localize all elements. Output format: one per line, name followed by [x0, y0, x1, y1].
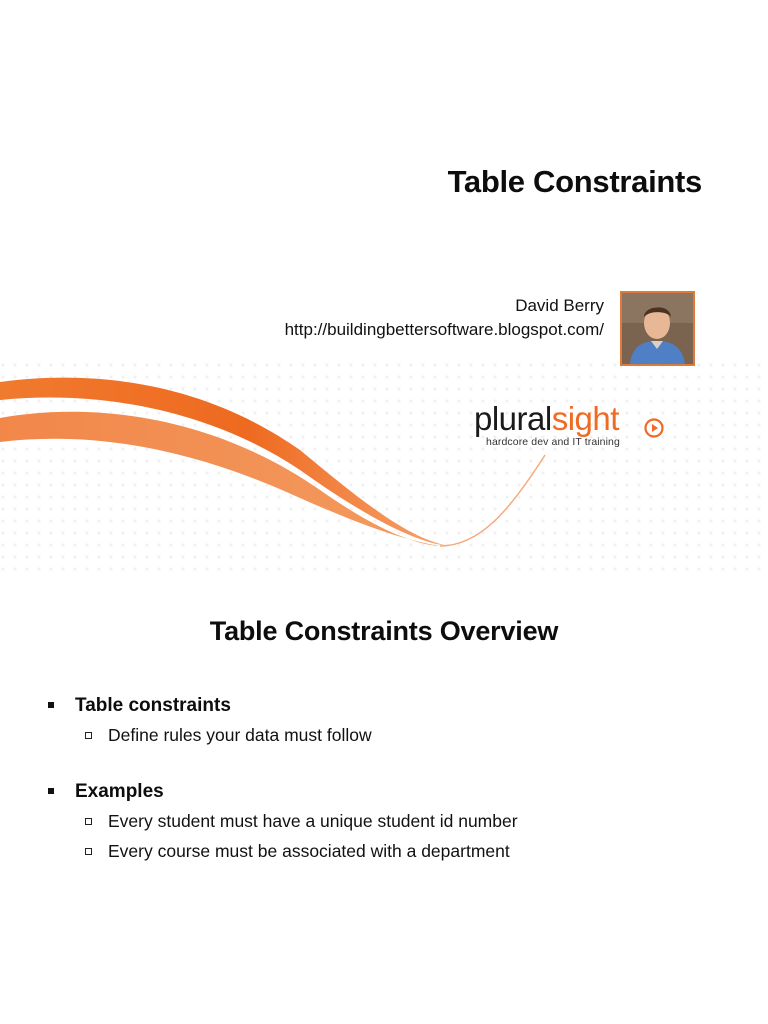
pluralsight-logo [474, 400, 620, 448]
square-bullet-icon [48, 702, 54, 708]
sub-bullet-text: Define rules your data must follow [108, 725, 372, 745]
orange-swoosh-decoration [0, 360, 768, 560]
sub-bullet [46, 806, 726, 836]
author-info [285, 294, 604, 342]
bullet-heading [46, 778, 726, 806]
sub-bullet [46, 720, 726, 750]
overview-title: Table Constraints Overview [209, 616, 559, 646]
play-icon [644, 418, 664, 438]
author-url: http://buildingbettersoftware.blogspot.com/ [284, 320, 604, 339]
sub-bullet-text: Every course must be associated with a department [108, 841, 510, 861]
bullet-heading-text: Table constraints [75, 695, 231, 716]
author-name: David Berry [515, 296, 604, 315]
author-photo [620, 291, 695, 366]
hollow-square-bullet-icon [85, 818, 92, 825]
sub-bullet-text: Every student must have a unique student id number [108, 811, 518, 831]
logo-word-sight: sight [551, 400, 619, 437]
square-bullet-icon [48, 788, 54, 794]
hollow-square-bullet-icon [85, 848, 92, 855]
logo-tagline: hardcore dev and IT training [486, 436, 620, 448]
overview-slide [0, 580, 768, 1024]
sub-bullet [46, 836, 726, 866]
bullet-list [46, 692, 726, 866]
hollow-square-bullet-icon [85, 732, 92, 739]
slide-title: Table Constraints [447, 164, 702, 199]
logo-word-plural: plural [474, 400, 552, 437]
bullet-heading [46, 692, 726, 720]
bullet-heading-text: Examples [75, 781, 164, 802]
